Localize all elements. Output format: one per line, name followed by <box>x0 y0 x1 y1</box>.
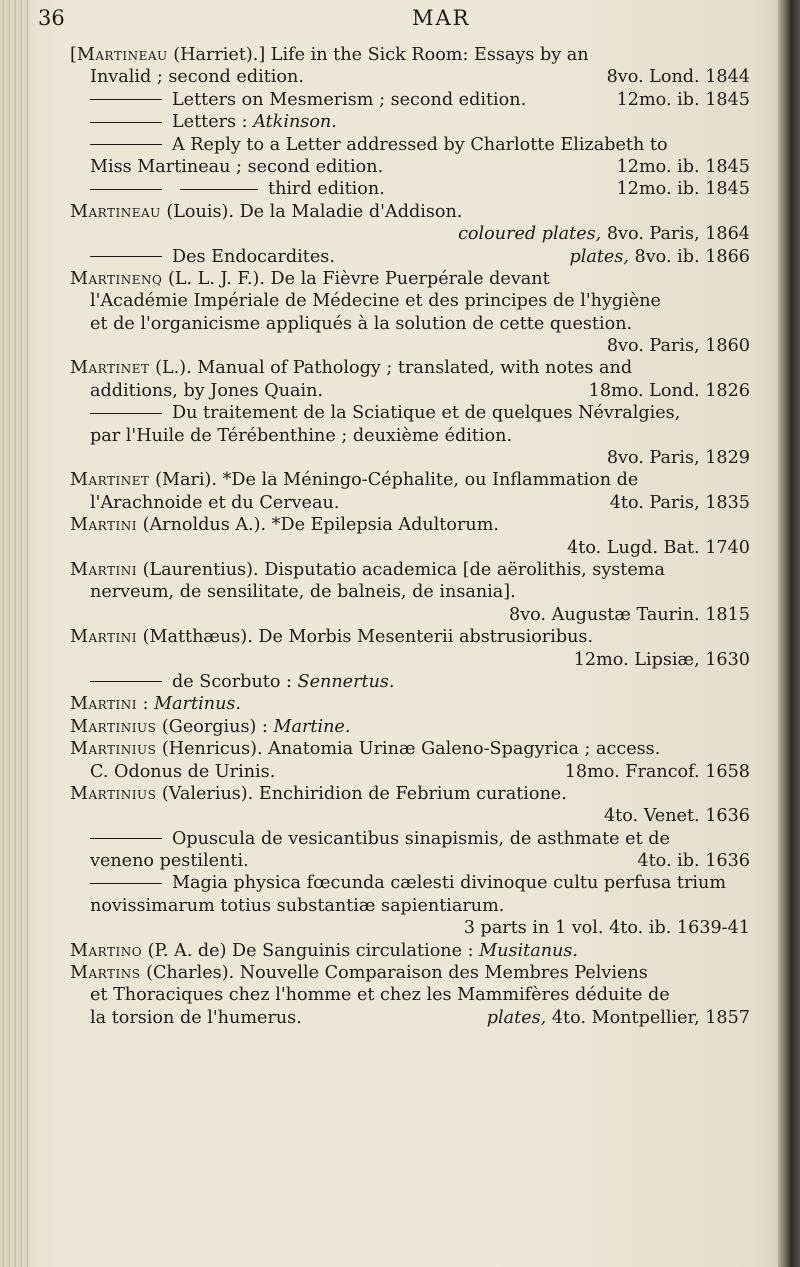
entry-text: l'Académie Impériale de Médecine et des principes de l'hygiène <box>90 291 661 312</box>
ditto-dash <box>90 122 162 123</box>
entry-text: (L.). Manual of Pathology ; translated, with notes and <box>149 358 633 379</box>
ditto-dash <box>90 189 162 190</box>
entry-line <box>70 872 750 894</box>
entry-line <box>70 447 750 469</box>
entry-line <box>70 514 750 536</box>
author-name: Martineau <box>70 201 161 222</box>
ditto-dash <box>90 413 162 414</box>
catalogue-entry <box>70 783 750 828</box>
imprint-text: 18mo. Lond. 1826 <box>588 380 750 401</box>
entry-text: Opuscula de vesicantibus sinapismis, de asthmate et de <box>172 828 670 849</box>
author-name: Martinenq <box>70 268 163 289</box>
entry-line <box>70 380 750 402</box>
catalogue-entry <box>70 626 750 671</box>
entry-text: Invalid ; second edition. <box>90 67 304 88</box>
catalogue-entry <box>70 201 750 246</box>
author-name: Martini <box>70 559 137 580</box>
entry-text: (Henricus). Anatomia Urinæ Galeno-Spagyrica ; access. <box>156 739 661 760</box>
entry-text: (Mari). *De la Méningo-Céphalite, ou Inflammation de <box>149 470 639 491</box>
catalogue-entry <box>70 402 750 469</box>
imprint-note: plates, <box>486 1007 547 1028</box>
catalogue-entry <box>70 514 750 559</box>
catalogue-entry <box>70 559 750 626</box>
imprint <box>607 447 750 469</box>
entry-line <box>70 716 750 738</box>
catalogue-entry <box>70 44 750 89</box>
entry-line <box>70 1007 750 1029</box>
imprint-text: 8vo. Augustæ Taurin. 1815 <box>509 604 750 625</box>
imprint-text: 12mo. Lipsiæ, 1630 <box>573 649 750 670</box>
entry-text: additions, by Jones Quain. <box>90 380 324 401</box>
catalogue-entry <box>70 962 750 1029</box>
catalogue-entry <box>70 268 750 358</box>
imprint <box>464 917 750 939</box>
author-name: Martinius <box>70 739 157 760</box>
catalogue-entries <box>70 44 750 1029</box>
catalogue-entry <box>70 246 750 268</box>
entry-line <box>70 761 750 783</box>
entry-line <box>70 313 750 335</box>
entry-text: de Scorbuto : <box>172 671 298 692</box>
imprint-note: plates, <box>569 246 629 267</box>
entry-line <box>70 626 750 648</box>
imprint <box>567 537 750 559</box>
imprint-text: 8vo. Paris, 1864 <box>601 224 750 245</box>
catalogue-entry <box>70 111 750 133</box>
entry-text: Miss Martineau ; second edition. <box>90 156 384 177</box>
entry-text: A Reply to a Letter addressed by Charlotte Elizabeth to <box>172 134 668 155</box>
catalogue-entry <box>70 469 750 514</box>
cross-reference: Musitanus. <box>479 940 579 961</box>
entry-text: (Harriet).] Life in the Sick Room: Essays by an <box>167 45 589 65</box>
entry-text: third edition. <box>268 179 385 200</box>
entry-text: : <box>137 694 155 715</box>
entry-line <box>70 402 750 424</box>
imprint-text: 8vo. ib. 1866 <box>628 246 750 267</box>
entry-text: Du traitement de la Sciatique et de quelques Névralgies, <box>172 403 681 424</box>
entry-text: nerveum, de sensilitate, de balneis, de insania]. <box>90 582 516 603</box>
imprint <box>574 649 750 671</box>
imprint <box>589 380 750 402</box>
catalogue-entry <box>70 940 750 962</box>
entry-text: (L. L. J. F.). De la Fièvre Puerpérale devant <box>162 268 550 289</box>
imprint-text: 4to. ib. 1636 <box>637 851 750 872</box>
entry-line <box>70 537 750 559</box>
author-name: Martini <box>70 694 137 715</box>
catalogue-entry <box>70 134 750 179</box>
entry-line <box>70 940 750 962</box>
author-name: Martinius <box>70 716 157 737</box>
entry-line <box>70 201 750 223</box>
entry-text: (P. A. de) De Sanguinis circulatione : <box>142 940 480 961</box>
ditto-dash <box>90 681 162 682</box>
imprint-text: 18mo. Francof. 1658 <box>564 761 750 782</box>
page-number: 36 <box>38 6 65 30</box>
entry-text: Letters on Mesmerism ; second edition. <box>172 89 527 110</box>
entry-text: C. Odonus de Urinis. <box>90 761 276 782</box>
entry-line <box>70 469 750 491</box>
imprint <box>617 156 750 178</box>
cross-reference: Martinus. <box>154 694 242 715</box>
imprint-text: 12mo. ib. 1845 <box>616 89 750 110</box>
entry-line <box>70 290 750 312</box>
entry-line <box>70 581 750 603</box>
imprint-text: 4to. Venet. 1636 <box>603 806 750 827</box>
imprint <box>604 805 750 827</box>
entry-text: (Laurentius). Disputatio academica [de aërolithis, systema <box>137 559 665 580</box>
entry-line <box>70 984 750 1006</box>
imprint <box>637 850 750 872</box>
cross-reference: Martine. <box>273 716 351 737</box>
entry-text: Des Endocardites. <box>172 246 335 267</box>
entry-line <box>70 738 750 760</box>
entry-line <box>70 649 750 671</box>
author-name: Martinet <box>70 358 150 379</box>
entry-line <box>70 604 750 626</box>
entry-text: Letters : <box>172 112 254 133</box>
entry-line <box>70 805 750 827</box>
imprint-text: 4to. Montpellier, 1857 <box>546 1007 750 1028</box>
entry-line <box>70 559 750 581</box>
entry-text: la torsion de l'humerus. <box>90 1007 302 1028</box>
ditto-dash <box>180 189 258 190</box>
entry-line <box>70 671 750 693</box>
entry-text: (Valerius). Enchiridion de Febrium curatione. <box>156 783 567 804</box>
author-name: Martinet <box>70 470 150 491</box>
entry-text: veneno pestilenti. <box>90 851 249 872</box>
entry-text: par l'Huile de Térébenthine ; deuxième édition. <box>90 425 513 446</box>
imprint-text: 8vo. Lond. 1844 <box>606 67 750 88</box>
catalogue-entry <box>70 693 750 715</box>
catalogue-entry <box>70 872 750 939</box>
ditto-dash <box>90 838 162 839</box>
imprint <box>617 89 750 111</box>
entry-line <box>70 335 750 357</box>
entry-text: l'Arachnoide et du Cerveau. <box>90 492 340 513</box>
entry-line <box>70 962 750 984</box>
entry-text: (Charles). Nouvelle Comparaison des Membres Pelviens <box>140 963 648 984</box>
entry-text: Magia physica fœcunda cælesti divinoque cultu perfusa trium <box>172 873 727 894</box>
imprint <box>607 66 750 88</box>
imprint-text: 12mo. ib. 1845 <box>616 156 750 177</box>
entry-line <box>70 357 750 379</box>
entry-line <box>70 66 750 88</box>
entry-text: et Thoraciques chez l'homme et chez les Mammifères déduite de <box>90 985 670 1006</box>
entry-line <box>70 89 750 111</box>
entry-line <box>70 917 750 939</box>
bracket: [ <box>70 45 77 65</box>
imprint <box>565 761 750 783</box>
imprint <box>617 178 750 200</box>
entry-line <box>70 246 750 268</box>
catalogue-entry <box>70 178 750 200</box>
imprint-text: 4to. Paris, 1835 <box>609 492 750 513</box>
entry-text: et de l'organicisme appliqués à la solution de cette question. <box>90 313 633 334</box>
binding-edge <box>0 0 30 1267</box>
catalogue-entry <box>70 89 750 111</box>
author-name: Martini <box>70 515 137 536</box>
imprint-text: 4to. Lugd. Bat. 1740 <box>567 537 750 558</box>
imprint <box>458 223 750 245</box>
imprint <box>610 492 750 514</box>
entry-text: novissimarum totius substantiæ sapientiarum. <box>90 895 505 916</box>
imprint-text: 3 parts in 1 vol. 4to. ib. 1639-41 <box>463 918 750 939</box>
author-name: Martini <box>70 627 137 648</box>
author-name: Martino <box>70 940 143 961</box>
entry-line <box>70 44 750 66</box>
ditto-dash <box>90 883 162 884</box>
entry-line <box>70 178 750 200</box>
entry-text: (Arnoldus A.). *De Epilepsia Adultorum. <box>137 515 499 536</box>
running-head: MAR <box>412 6 471 30</box>
catalogue-entry <box>70 716 750 738</box>
imprint-text: 12mo. ib. 1845 <box>616 179 750 200</box>
cross-reference: Atkinson. <box>253 112 337 133</box>
entry-line <box>70 223 750 245</box>
entry-line <box>70 268 750 290</box>
entry-line <box>70 156 750 178</box>
ditto-dash <box>90 99 162 100</box>
entry-line <box>70 111 750 133</box>
entry-line <box>70 693 750 715</box>
imprint <box>607 335 750 357</box>
catalogue-entry <box>70 738 750 783</box>
page-fold-shadow <box>778 0 800 1267</box>
ditto-dash <box>90 256 162 257</box>
entry-line <box>70 850 750 872</box>
imprint-note: coloured plates, <box>458 224 602 245</box>
imprint <box>569 246 750 268</box>
catalogue-entry <box>70 357 750 402</box>
imprint-text: 8vo. Paris, 1829 <box>606 448 750 469</box>
page-header <box>0 6 800 36</box>
author-name: Martineau <box>76 45 168 65</box>
entry-text: (Georgius) : <box>156 716 274 737</box>
imprint-text: 8vo. Paris, 1860 <box>606 336 750 357</box>
entry-text: (Louis). De la Maladie d'Addison. <box>160 201 463 222</box>
catalogue-entry <box>70 671 750 693</box>
entry-line <box>70 783 750 805</box>
cross-reference: Sennertus. <box>297 671 395 692</box>
ditto-dash <box>90 144 162 145</box>
author-name: Martins <box>70 963 141 984</box>
entry-line <box>70 425 750 447</box>
entry-line <box>70 134 750 156</box>
catalogue-entry <box>70 828 750 873</box>
imprint <box>487 1007 750 1029</box>
author-name: Martinius <box>70 783 157 804</box>
imprint <box>509 604 750 626</box>
entry-line <box>70 492 750 514</box>
entry-line <box>70 895 750 917</box>
entry-text: (Matthæus). De Morbis Mesenterii abstrusioribus. <box>137 627 594 648</box>
entry-line <box>70 828 750 850</box>
